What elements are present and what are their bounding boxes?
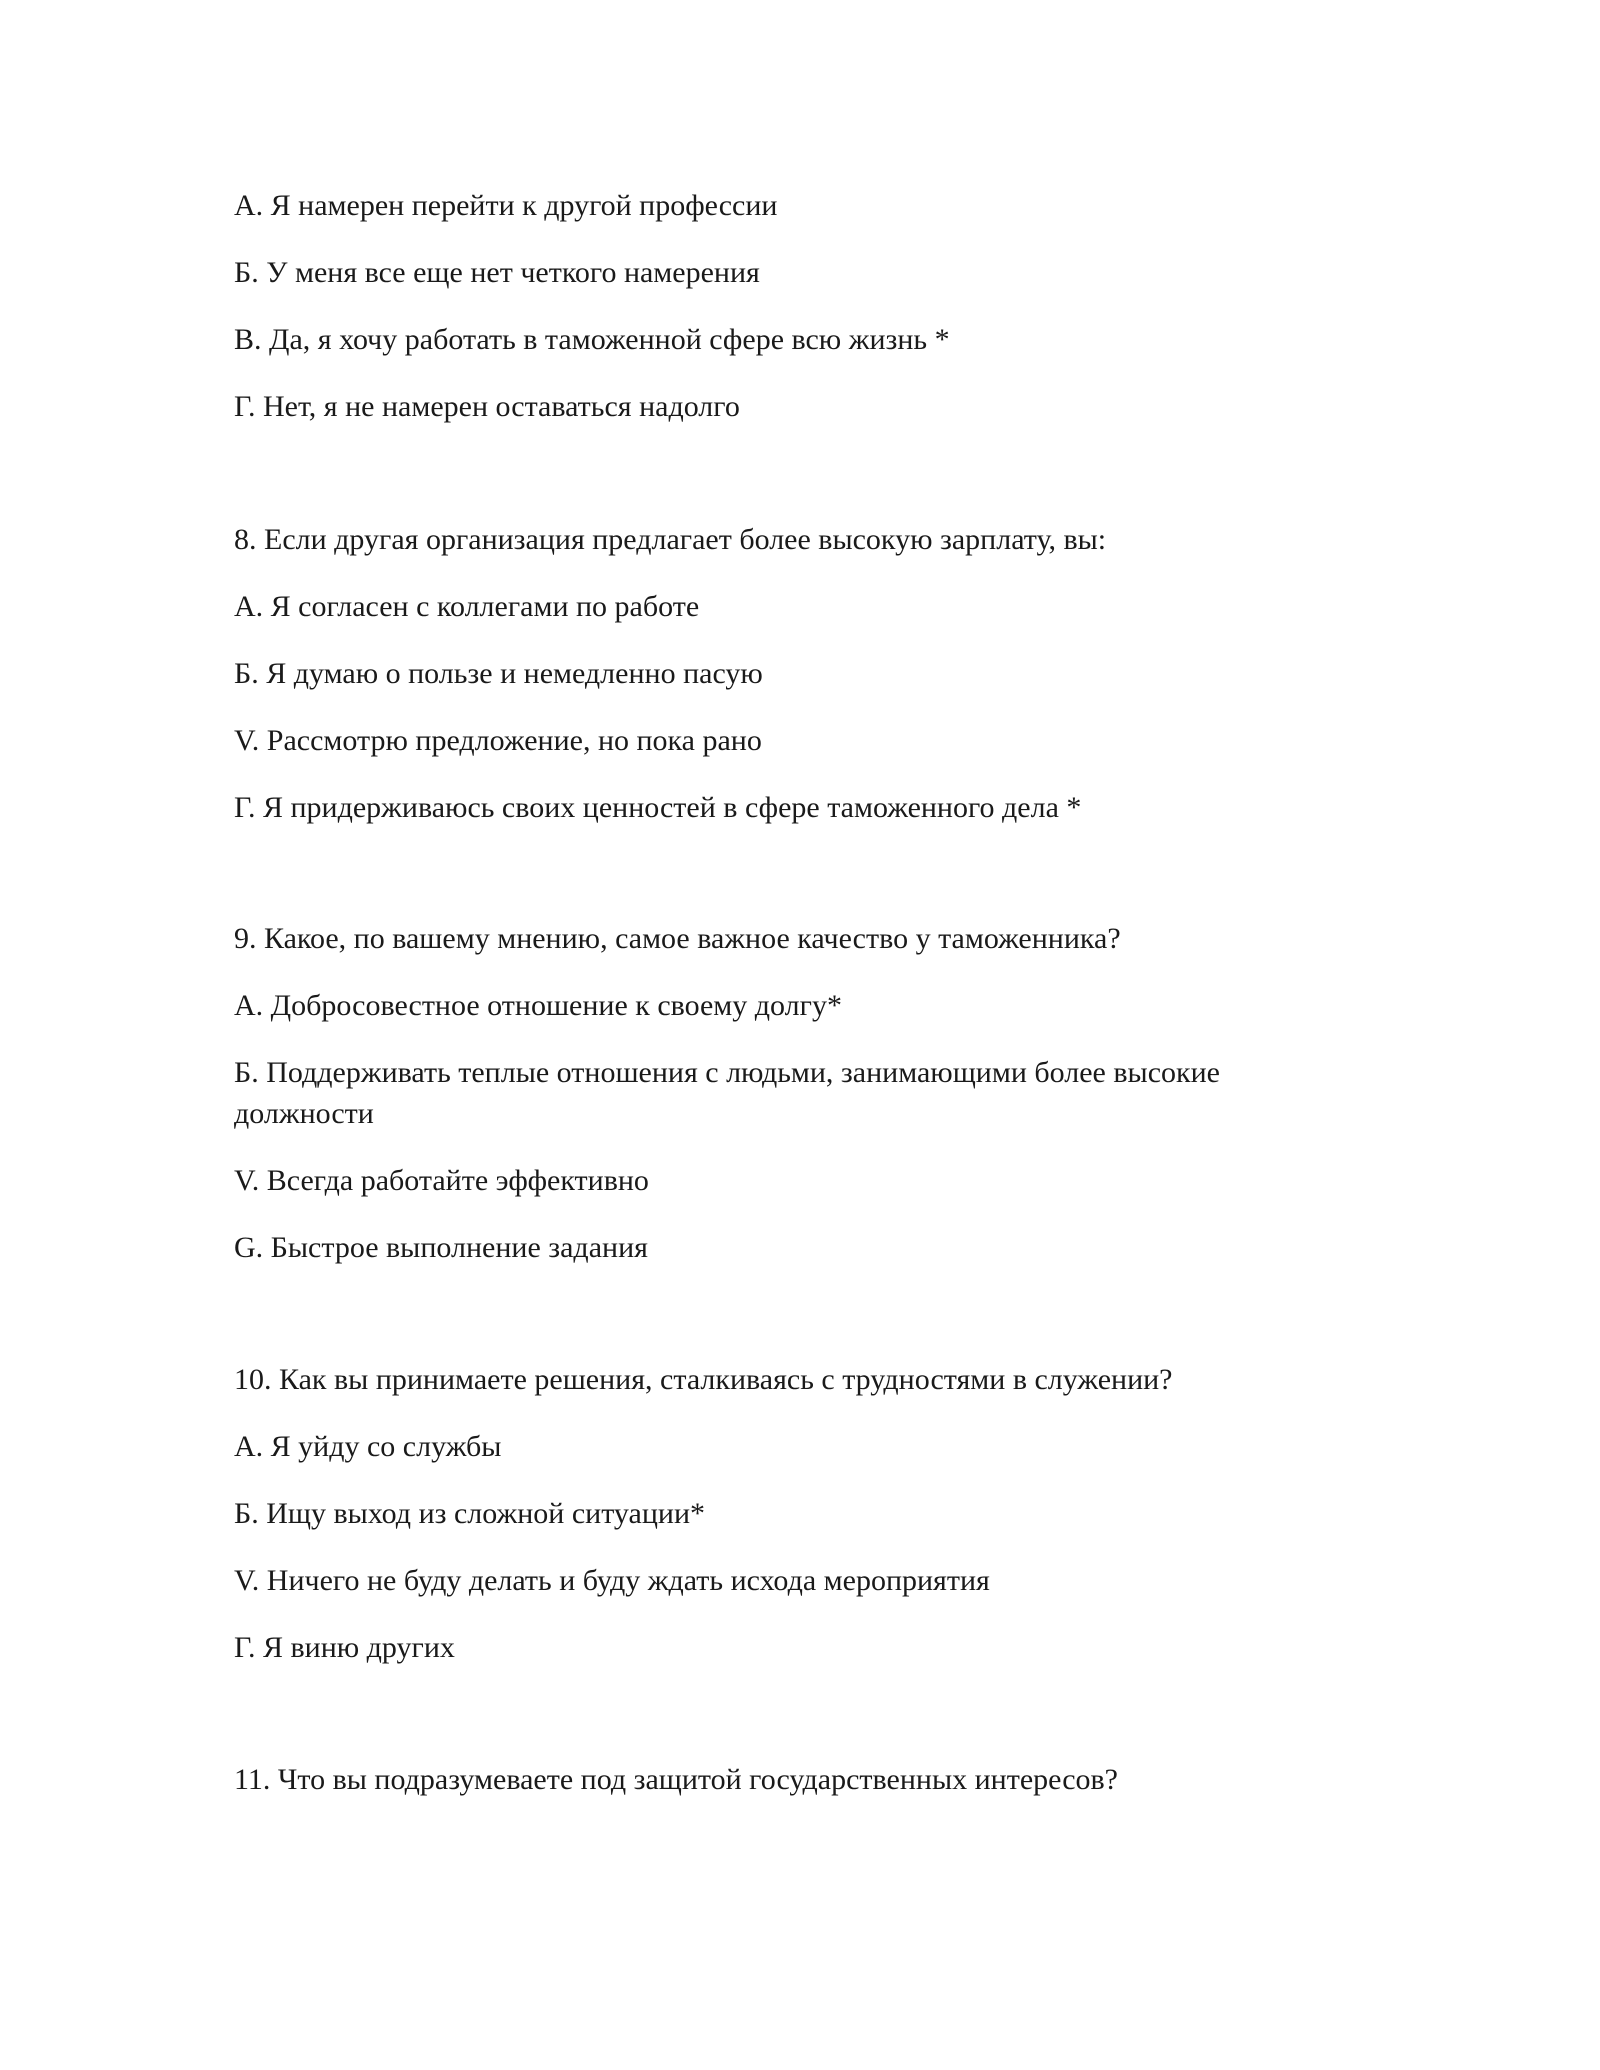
q10-option-d: Г. Я виню других: [234, 1631, 455, 1664]
q10-option-c: V. Ничего не буду делать и буду ждать исхода мероприятия: [234, 1564, 990, 1597]
q8-question: 8. Если другая организация предлагает более высокую зарплату, вы:: [234, 523, 1107, 556]
q9-option-b: Б. Поддерживать теплые отношения с людьми, занимающими более высокие должности: [234, 1056, 1220, 1130]
q9-option-d: G. Быстрое выполнение задания: [234, 1231, 648, 1264]
q8-option-d: Г. Я придерживаюсь своих ценностей в сфере таможенного дела *: [234, 791, 1082, 824]
q10-question: 10. Как вы принимаете решения, сталкиваясь с трудностями в служении?: [234, 1363, 1173, 1396]
q8-option-b: Б. Я думаю о пользе и немедленно пасую: [234, 657, 763, 690]
q9-question: 9. Какое, по вашему мнению, самое важное качество у таможенника?: [234, 922, 1121, 955]
q8-option-a: А. Я согласен с коллегами по работе: [234, 590, 700, 623]
q7-option-a: А. Я намерен перейти к другой профессии: [234, 189, 778, 222]
q7-option-c: В. Да, я хочу работать в таможенной сфере всю жизнь *: [234, 323, 950, 356]
q9-option-c: V. Всегда работайте эффективно: [234, 1164, 649, 1197]
q10-option-b: Б. Ищу выход из сложной ситуации*: [234, 1497, 706, 1530]
q10-option-a: А. Я уйду со службы: [234, 1430, 502, 1463]
q11-question: 11. Что вы подразумеваете под защитой государственных интересов?: [234, 1763, 1118, 1796]
q7-option-d: Г. Нет, я не намерен оставаться надолго: [234, 390, 740, 423]
q9-option-a: А. Добросовестное отношение к своему долгу*: [234, 989, 842, 1022]
q7-option-b: Б. У меня все еще нет четкого намерения: [234, 256, 760, 289]
q8-option-c: V. Рассмотрю предложение, но пока рано: [234, 724, 762, 757]
